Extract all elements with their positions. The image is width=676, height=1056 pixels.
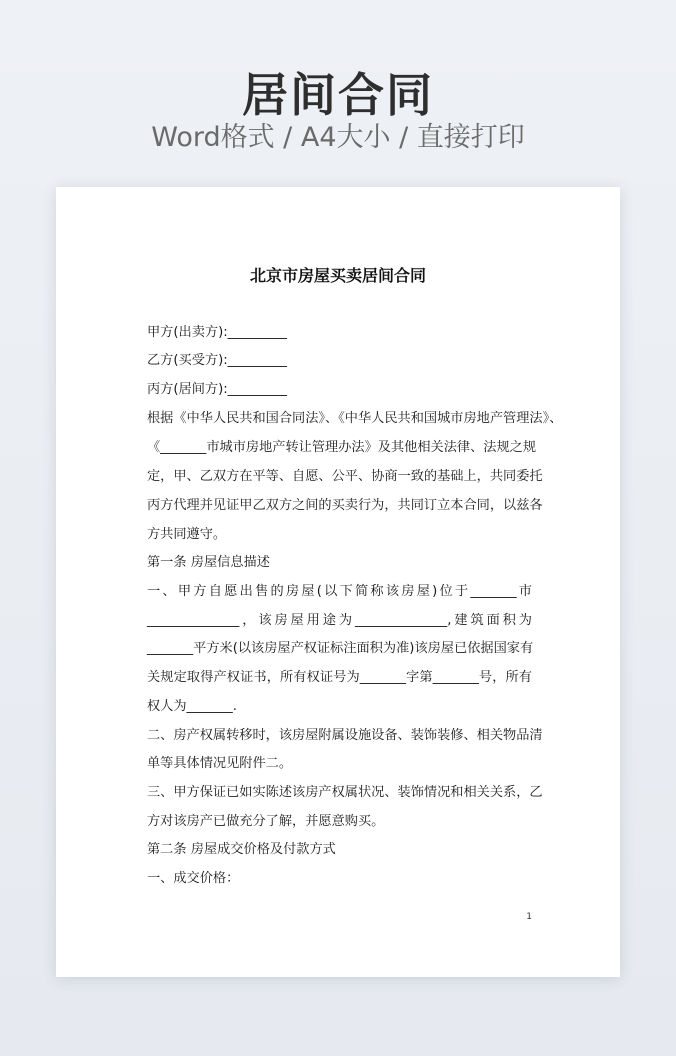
article-1-clause-1-line-2: ______________，该房屋用途为______________,建筑面积为	[147, 613, 532, 628]
document-page	[56, 187, 620, 977]
banner-title: 居间合同	[242, 68, 434, 122]
party-a-line: 甲方(出卖方):_________	[147, 325, 288, 340]
party-b-line: 乙方(买受方):_________	[147, 353, 288, 368]
article-1-clause-1-line-3: _______平方米(以该房屋产权证标注面积为准)该房屋已依据国家有	[147, 641, 534, 656]
article-1-clause-3-line-2: 方对该房产已做充分了解，并愿意购买。	[147, 814, 385, 829]
article-1-clause-1-line-1: 一、甲方自愿出售的房屋(以下简称该房屋)位于_______市	[147, 584, 532, 599]
article-1-clause-3-line-1: 三、甲方保证已如实陈述该房产权属状况、装饰情况和相关关系，乙	[147, 785, 543, 800]
preamble-line-1: 根据《中华人民共和国合同法》、《中华人民共和国城市房地产管理法》、	[147, 411, 563, 426]
article-1-clause-2-line-1: 二、房产权属转移时，该房屋附属设施设备、装饰装修、相关物品清	[147, 728, 543, 743]
preamble-line-5: 方共同遵守。	[147, 527, 227, 542]
article-2-clause-1: 一、成交价格：	[147, 871, 240, 886]
preamble-line-3: 定，甲、乙双方在平等、自愿、公平、协商一致的基础上，共同委托	[147, 469, 543, 484]
preamble-line-4: 丙方代理并见证甲乙双方之间的买卖行为，共同订立本合同，以兹各	[147, 498, 543, 513]
banner-subtitle: Word格式 / A4大小 / 直接打印	[151, 122, 525, 153]
page-number: 1	[526, 912, 532, 922]
article-1-clause-2-line-2: 单等具体情况见附件二。	[147, 756, 293, 771]
party-c-line: 丙方(居间方):_________	[147, 382, 288, 397]
article-2-heading: 第二条 房屋成交价格及付款方式	[147, 842, 336, 857]
article-1-clause-1-line-5: 权人为_______.	[147, 699, 237, 714]
article-1-clause-1-line-4: 关规定取得产权证书，所有权证号为_______字第_______号，所有	[147, 670, 532, 685]
preamble-line-2: 《_______市城市房地产转让管理办法》及其他相关法律、法规之规	[147, 440, 537, 455]
banner	[0, 0, 676, 186]
document-title: 北京市房屋买卖居间合同	[249, 266, 426, 285]
article-1-heading: 第一条 房屋信息描述	[147, 555, 270, 570]
